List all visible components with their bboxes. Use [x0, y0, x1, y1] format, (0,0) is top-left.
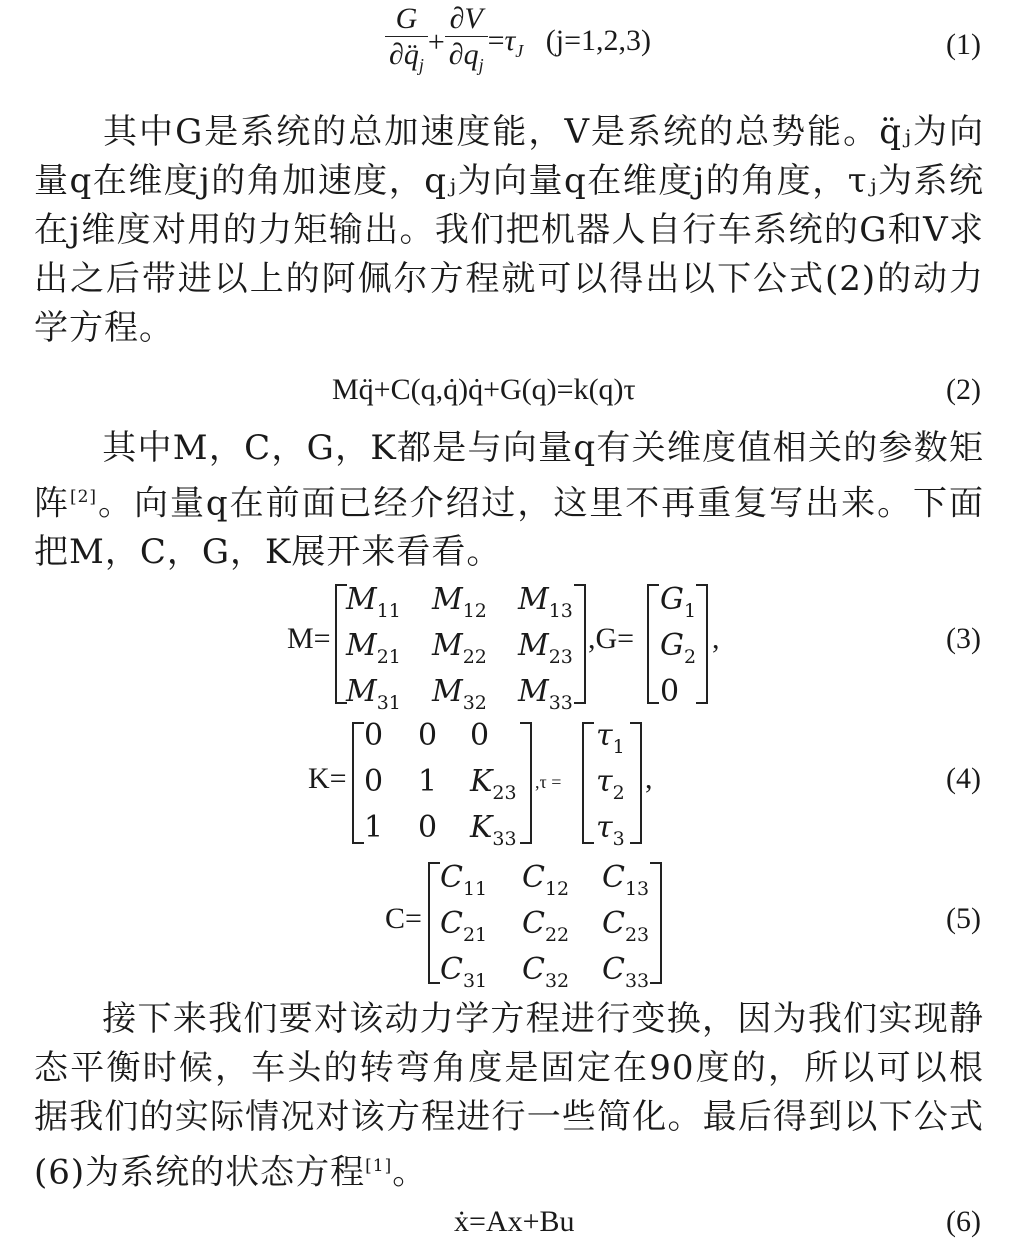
equation-number-5: (5): [946, 902, 981, 935]
paragraph-3: [34, 995, 984, 1197]
matrix-c-left-bracket: [428, 862, 440, 984]
paragraph-2-rest: 。向量q在前面已经介绍过，这里不再重复写出来。下面把M，C，G，K展开来看看。: [34, 483, 984, 573]
paragraph-2-text: 其中M，C，G，K都是与向量q有关维度值相关的参数矩阵: [34, 428, 984, 524]
matrix-c-cell: $C_{33}$: [602, 952, 650, 992]
matrix-m-cell: $M_{11}$: [346, 582, 401, 622]
matrix-c-cell: $C_{21}$: [440, 906, 488, 946]
matrix-g-cell: 0: [660, 674, 680, 709]
matrix-tau-cell: $\tau_1$: [596, 718, 625, 758]
matrix-k-cell: 0: [418, 718, 438, 753]
matrix-m-cell: $M_{12}$: [432, 582, 487, 622]
matrix-m-cell: $M_{33}$: [518, 674, 573, 714]
paragraph-1: [34, 108, 984, 353]
matrix-k-cell: 1: [364, 810, 384, 845]
matrix-m-cell: $M_{32}$: [432, 674, 487, 714]
matrix-k-label: K=: [308, 762, 347, 795]
matrix-c-right-bracket: [650, 862, 662, 984]
eq3-comma: ,: [712, 622, 720, 655]
eq1-frac-g: $\frac{G}{\partial q̈_j}$: [385, 2, 428, 83]
matrix-m-cell: $M_{22}$: [432, 628, 487, 668]
matrix-k-cell: 0: [470, 718, 490, 753]
matrix-g-cell: $G_1$: [660, 582, 697, 622]
citation-1: [1]: [365, 1156, 393, 1176]
matrix-tau-label: ,τ =: [535, 772, 562, 792]
matrix-tau-cell: $\tau_2$: [596, 764, 625, 804]
equation-number-2: (2): [946, 373, 981, 406]
equation-1: $\frac{G}{\partial q̈_j}$ + $\frac{\partial V}{\partial q_j}$ $=\tau_J$ (j=1,2,3): [385, 2, 651, 83]
matrix-tau-cell: $\tau_3$: [596, 810, 625, 850]
matrix-k-cell: 0: [364, 764, 384, 799]
matrix-c-cell: $C_{31}$: [440, 952, 488, 992]
paragraph-1-text: 其中G是系统的总加速度能，V是系统的总势能。q̈ⱼ为向量q在维度j的角加速度，qⱼ为向量q在维度j的角度，τⱼ为系统在j维度对用的力矩输出。我们把机器人自行车系统的G和V求出之后带进以上的阿佩尔方程就可以得出以下公式(2)的动力学方程。: [34, 112, 984, 348]
matrix-m-cell: $M_{21}$: [346, 628, 401, 668]
matrix-m-cell: $M_{31}$: [346, 674, 401, 714]
matrix-c-label: C=: [385, 902, 422, 935]
equation-2: Mq̈+C(q,q̇)q̇+G(q)=k(q)τ: [332, 373, 636, 406]
equation-6: ẋ=Ax+Bu: [454, 1205, 575, 1238]
eq1-frac-v: $\frac{\partial V}{\partial q_j}$: [445, 2, 488, 83]
matrix-tau-left-bracket: [582, 722, 594, 844]
equation-number-1: (1): [946, 28, 981, 61]
citation-2: [2]: [69, 487, 98, 507]
matrix-k-cell: $K_{23}$: [470, 764, 517, 804]
eq4-comma: ,: [645, 762, 653, 795]
equation-number-3: (3): [946, 622, 981, 655]
matrix-m-label: M=: [287, 622, 331, 655]
matrix-k-cell: 0: [364, 718, 384, 753]
matrix-g-right-bracket: [696, 584, 708, 704]
matrix-k-cell: 0: [418, 810, 438, 845]
matrix-c-cell: $C_{13}$: [602, 860, 650, 900]
paragraph-3-text: 接下来我们要对该动力学方程进行变换，因为我们实现静态平衡时候，车头的转弯角度是固定在90度的，所以可以根据我们的实际情况对该方程进行一些简化。最后得到以下公式(6)为系统的状态方程: [34, 999, 984, 1193]
equation-number-4: (4): [946, 762, 981, 795]
matrix-c-cell: $C_{22}$: [522, 906, 570, 946]
matrix-m-cell: $M_{13}$: [518, 582, 573, 622]
matrix-c-cell: $C_{32}$: [522, 952, 570, 992]
paragraph-2: [34, 424, 984, 577]
matrix-c-cell: $C_{12}$: [522, 860, 570, 900]
equation-number-6: (6): [946, 1205, 981, 1238]
matrix-k-left-bracket: [352, 722, 364, 844]
matrix-k-cell: $K_{33}$: [470, 810, 517, 850]
eq1-range: (j=1,2,3): [545, 23, 652, 57]
paragraph-3-end: 。: [392, 1152, 428, 1193]
matrix-m-right-bracket: [574, 584, 586, 704]
matrix-g-left-bracket: [647, 584, 659, 704]
matrix-k-right-bracket: [520, 722, 532, 844]
matrix-c-cell: $C_{11}$: [440, 860, 488, 900]
matrix-g-cell: $G_2$: [660, 628, 697, 668]
matrix-tau-right-bracket: [630, 722, 642, 844]
matrix-g-label: ,G=: [588, 622, 635, 655]
matrix-m-cell: $M_{23}$: [518, 628, 573, 668]
matrix-c-cell: $C_{23}$: [602, 906, 650, 946]
matrix-k-cell: 1: [418, 764, 438, 799]
